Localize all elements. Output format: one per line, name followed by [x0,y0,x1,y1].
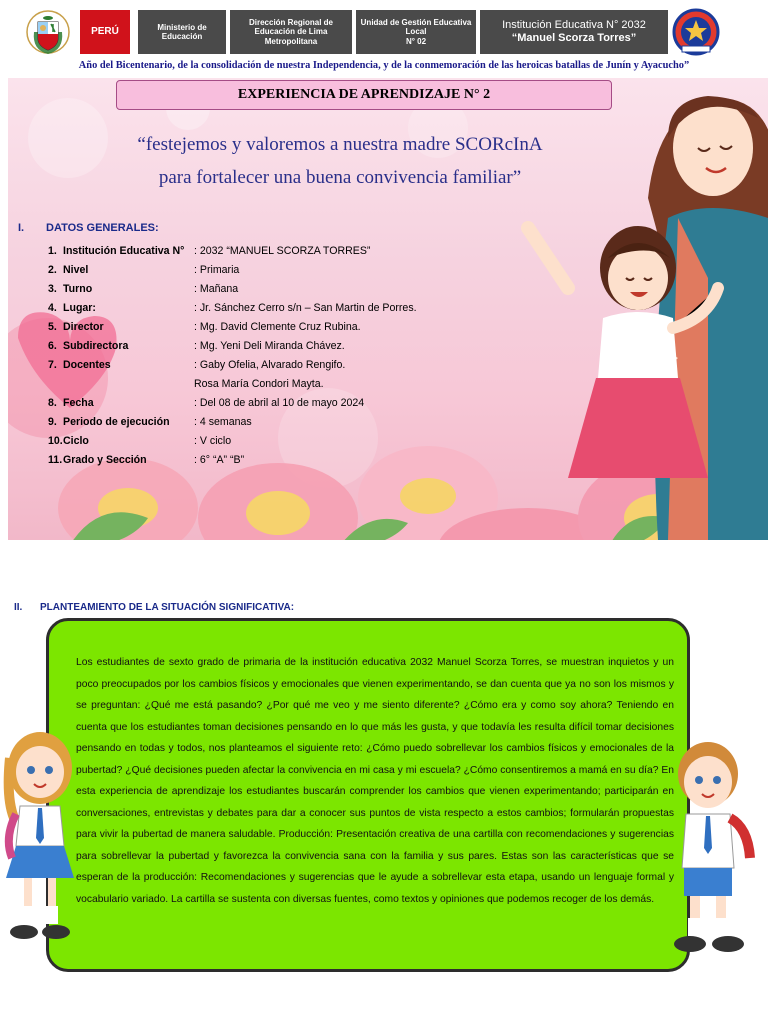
dre-label: Dirección Regional de Educación de Lima Metropolitana [230,10,352,54]
experience-title: EXPERIENCIA DE APRENDIZAJE N° 2 [116,80,612,110]
section2-heading [14,602,294,613]
ugel-label [356,10,476,54]
section2-title: PLANTEAMIENTO DE LA SITUACIÓN SIGNIFICATIVA: [40,602,295,613]
data-row-label: Turno [63,283,93,295]
section1-number: I. [18,222,25,234]
data-row-number: 4. [48,302,57,314]
data-row-value: : Mg. David Clemente Cruz Rubina. [194,321,361,333]
data-row-label: Lugar: [63,302,96,314]
ministerio-label: Ministerio de Educación [138,10,226,54]
data-row-label: Institución Educativa N° [63,245,185,257]
data-row-label: Subdirectora [63,340,129,352]
institution-line1: Institución Educativa N° 2032 [502,19,646,32]
institution-label [480,10,668,54]
data-row-value: : V ciclo [194,435,232,447]
data-row-value: : 4 semanas [194,416,252,428]
data-row-value: : 6° “A” “B” [194,454,245,466]
data-row-number: 3. [48,283,57,295]
ugel-line1: Unidad de Gestión Educativa Local [360,18,472,37]
data-row-number: 6. [48,340,57,352]
motto-line2: para fortalecer una buena convivencia familiar” [158,167,522,188]
data-row-value: Rosa María Condori Mayta. [194,378,324,390]
situation-paragraph: Los estudiantes de sexto grado de primaria de la institución educativa 2032 Manuel Scorza Torres, se muestran inquietos y un poco preocupados por los cambios físicos y emocionales que vienen experimentando, se dan cuenta que ya no son los mismos y se preguntan: ¿Qué me está pasando? ¿Por qué me veo y me siento diferente? ¿Cómo era y como soy ahora? Teniendo en cuenta que los estudiantes toman decisiones pensando en lo que más les gusta, y que todavía les resulta difícil tomar decisiones pensando en todas y todos, nos planteamos el siguiente reto: ¿Cómo puedo sobrellevar los cambios físicos y emocionales de la pubertad? ¿Qué decisiones pueden afectar la convivencia en mi casa y mi escuela? ¿Cómo consentiremos a mamá en su día? En esta experiencia de aprendizaje los estudiantes buscarán comprender los cambios que vienen experimentando; participarán en conversaciones, entrevistas y debates para dar a conocer sus puntos de vista respecto a estos cambios; formularán propuestas para vivir la pubertad de manera saludable. Producción: Presentación creativa de una cartilla con recomendaciones y sugerencias para sobrellevar la pubertad y favorezca la convivencia sana con la familia y sus pares. Estas son las características que se esperan de la producción: Recomendaciones y sugerencias que le ayude a sobrellevar esta etapa, usando un lenguaje formal y vocabulario variado. La cartilla se sustenta con diversas fuentes, como textos y opiniones que podemos recoger de los demás. [76,657,674,905]
peru-shield-icon [24,10,72,58]
section1-heading [18,222,159,234]
data-row-label: Docentes [63,359,111,371]
data-row-number: 9. [48,416,57,428]
data-row-number: 7. [48,359,57,371]
data-row-number: 10. [48,435,63,447]
data-row-value: : Del 08 de abril al 10 de mayo 2024 [194,397,365,409]
header [0,0,768,62]
section1-title: DATOS GENERALES: [46,222,159,234]
data-row-value: : 2032 “MANUEL SCORZA TORRES” [194,245,371,257]
peru-label: PERÚ [80,10,130,54]
data-row-number: 8. [48,397,57,409]
year-motto-line: Año del Bicentenario, de la consolidación de nuestra Independencia, y de la conmemoración de las heroicas batallas de Junín y Ayacucho” [78,60,690,71]
data-row-label: Ciclo [63,435,89,447]
data-row-label: Periodo de ejecución [63,416,170,428]
data-row-label: Nivel [63,264,89,276]
data-row-number: 1. [48,245,57,257]
motto-line1: “festejemos y valoremos a nuestra madre SCORcInA [137,134,543,155]
data-row-value: : Mañana [194,283,239,295]
data-row-label: Grado y Sección [63,454,147,466]
institution-line2: “Manuel Scorza Torres” [511,32,637,44]
ugel-line2: N° 02 [405,36,427,46]
motto [60,128,620,194]
data-row-label: Director [63,321,104,333]
data-row-value: : Jr. Sánchez Cerro s/n – San Martin de Porres. [194,302,417,314]
data-row-number: 11. [48,454,63,466]
school-logo-icon [672,8,720,56]
data-row-label: Fecha [63,397,94,409]
section2-number: II. [14,602,23,613]
hero-banner [8,78,768,540]
boy-student-illustration [658,738,762,960]
data-row-value: : Gaby Ofelia, Alvarado Rengifo. [194,359,346,371]
data-row-number: 2. [48,264,57,276]
data-row-value: : Mg. Yeni Deli Miranda Chávez. [194,340,345,352]
girl-student-illustration [0,728,92,948]
data-row-value: : Primaria [194,264,240,276]
data-row-number: 5. [48,321,57,333]
